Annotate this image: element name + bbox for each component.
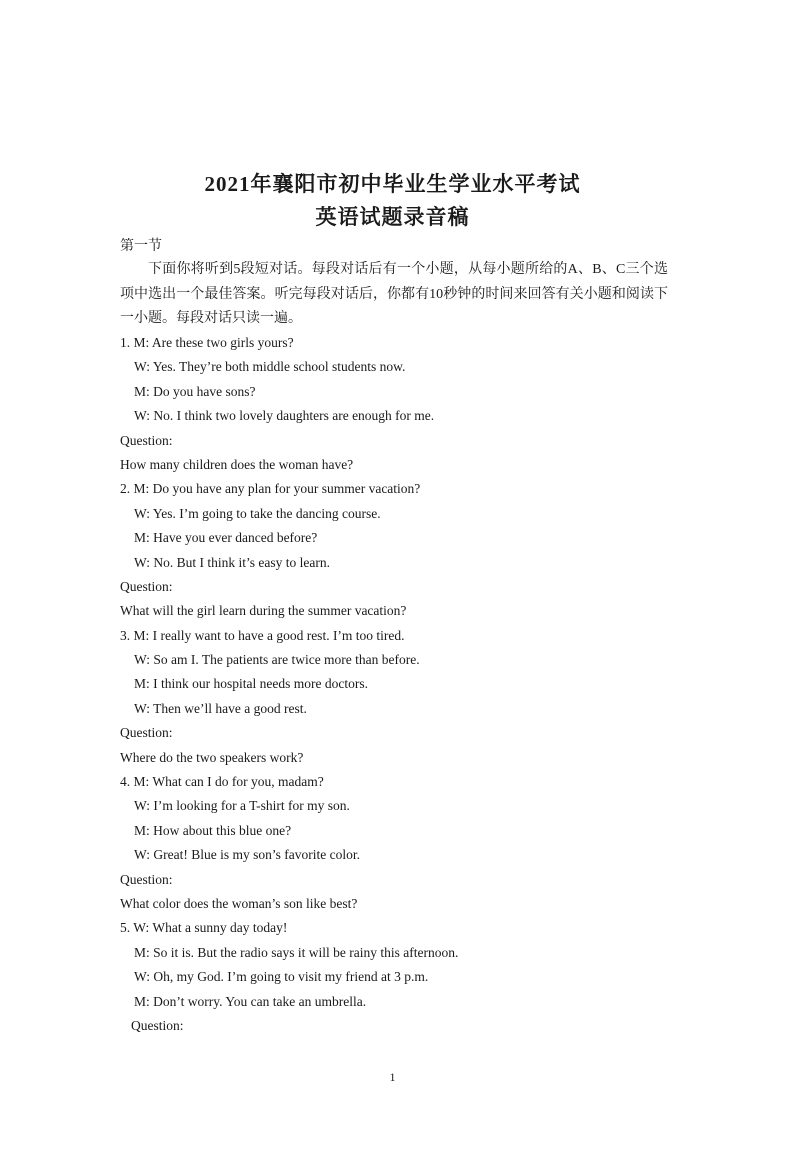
dialogue-line: M: Do you have sons?	[134, 383, 256, 399]
dialogue-line: W: I’m looking for a T-shirt for my son.	[134, 798, 350, 814]
dialogue-line: 4. M: What can I do for you, madam?	[120, 774, 324, 790]
page-number: 1	[389, 1070, 396, 1084]
page-subtitle: 英语试题录音稿	[315, 205, 470, 229]
dialogue-line: W: So am I. The patients are twice more than before.	[134, 652, 420, 668]
dialogue-line: W: Yes. They’re both middle school students now.	[134, 359, 406, 375]
question-label: Question:	[120, 432, 173, 448]
dialogue-line: 5. W: What a sunny day today!	[120, 920, 288, 936]
dialogue-4	[120, 770, 680, 916]
dialogue-line: W: No. But I think it’s easy to learn.	[134, 554, 330, 570]
question-label: Question:	[120, 578, 173, 594]
dialogue-3	[120, 624, 680, 770]
question-label: Question:	[131, 1017, 184, 1033]
dialogue-1	[120, 331, 680, 477]
page-title: 2021年襄阳市初中毕业生学业水平考试	[204, 172, 581, 196]
dialogue-line: 3. M: I really want to have a good rest. I’m too tired.	[120, 627, 405, 643]
dialogue-line: W: Yes. I’m going to take the dancing course.	[134, 505, 381, 521]
dialogue-line: W: Great! Blue is my son’s favorite color.	[134, 847, 360, 863]
question-text: How many children does the woman have?	[120, 456, 354, 472]
dialogue-line: 1. M: Are these two girls yours?	[120, 335, 294, 350]
dialogue-2	[120, 477, 680, 623]
section-label: 第一节	[120, 239, 162, 254]
question-label: Question:	[120, 871, 173, 887]
dialogue-line: M: Have you ever danced before?	[134, 530, 318, 546]
dialogue-line: W: Then we’ll have a good rest.	[134, 700, 307, 716]
dialogue-line: M: Don’t worry. You can take an umbrella.	[134, 993, 367, 1009]
instructions-text: 下面你将听到5段短对话。每段对话后有一个小题，从每小题所给的A、B、C三个选项中选出一个最佳答案。听完每段对话后，你都有10秒钟的时间来回答有关小题和阅读下一小题。每段对话只读一遍。	[120, 262, 668, 326]
question-text: What will the girl learn during the summer vacation?	[120, 603, 407, 619]
dialogue-line: W: Oh, my God. I’m going to visit my friend at 3 p.m.	[134, 969, 429, 985]
instructions	[120, 258, 668, 332]
dialogue-5	[120, 916, 680, 1038]
question-text: What color does the woman’s son like best?	[120, 895, 358, 911]
dialogue-line: M: How about this blue one?	[134, 822, 292, 838]
question-text: Where do the two speakers work?	[120, 749, 304, 765]
dialogue-line: 2. M: Do you have any plan for your summer vacation?	[120, 481, 421, 497]
dialogue-list	[120, 331, 680, 1038]
dialogue-line: M: So it is. But the radio says it will be rainy this afternoon.	[134, 944, 459, 960]
dialogue-line: M: I think our hospital needs more doctors.	[134, 676, 368, 692]
question-label: Question:	[120, 725, 173, 741]
dialogue-line: W: No. I think two lovely daughters are enough for me.	[134, 408, 435, 424]
